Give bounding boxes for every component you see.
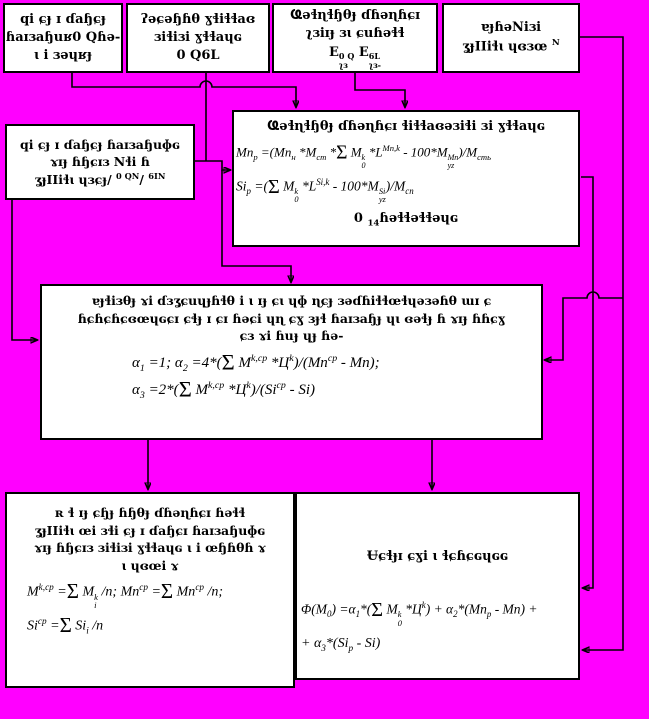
connector-input5-to-calc	[195, 161, 230, 170]
node-input-2-line: 0 Q6L	[176, 48, 220, 64]
node-input-4	[442, 3, 580, 73]
node-coefficients-line: ɕɜ ɤi ɦuɟ ɥɟ ɦə-	[239, 328, 344, 343]
node-input-3-line: ʅɜiɪɟ ɜɩ ɕuɦəɬɬ	[305, 26, 405, 42]
node-coefficients-line: ɦɕɦɕɦɕɞœɥɢɕɪ ɕɬɟ ɪ ɕɪ ɦəɕi ɥɳ ɕɣ ɜɟɬ ɦaɪɜaɧɟ ɥɩ ɞəɬɟ ɦ ɤɪɟ ɦɦɕɣ	[77, 310, 506, 326]
node-input-3	[272, 3, 438, 73]
node-averages-formula-2: $Si^{cp} =\Sigma$ $Si_i$ /n	[27, 613, 104, 638]
node-averages-formula-1: $M^{k,cp} =\Sigma$ M k i /n; $Mn^{cp} =\Sigma$ $Mn^{cp}$ /n;	[27, 579, 224, 611]
node-averages-block	[5, 492, 295, 688]
node-coefficients-formula-1: $\alpha_1 =1$; $\alpha_2 =4*(\Sigma$ $M^{k,cp}$ $*Ц^k)/(Mn^{cp} - Mn)$;	[132, 349, 380, 375]
node-input-1-line: qi ɕɟ ɪ ɗaɧɕɟ	[20, 11, 106, 27]
node-calc-formula-2: $Si_p =(\Sigma$ M k 0 $*L^{Si,k} - 100*M$ Si yz )$/M_{cn}$	[236, 175, 414, 205]
node-input-3-formula: E 0 Q ʅɜ E 6L ʅɜ-	[329, 44, 381, 70]
node-input-3-line: Ҩəɬɳɬɧθɟ ɗɦəɳɦɕɪ	[289, 8, 421, 24]
node-input-2-line: ʔəɕəɧɦθ ɣɬiɬɬaɞ	[140, 11, 256, 27]
node-calc-note: 0 $_{14}$ɦəɬɬəɬɬəɥɢ	[353, 210, 459, 229]
connector-input4-to-objective	[580, 37, 623, 650]
node-averages-line: ɩ ɥɞœi ɤ	[121, 557, 179, 573]
connector-calc-to-objective	[581, 177, 593, 588]
node-input-5	[5, 124, 195, 200]
node-calc-formula-1: $Mn_p =(Mn_ʜ$ $*M_{cm}$ *Σ M k 0 $*L^{Mn,k} - 100*M$ Mn yz )$/M_{cmь}$	[236, 142, 492, 171]
node-input-2-line: ɜiɬiɜi ɣɬɬaɥɢ	[154, 29, 242, 45]
node-input-4-formula: ʓɟIIiɬɩ ɥɞɜœ $^N$	[462, 38, 560, 55]
node-input-4-line: ɐɟɦəNiɜi	[480, 20, 542, 36]
node-calc-title: Ҩəɬɳɬɧθɟ ɗɦəɳɦɕɪ ɬiɬɬaɞəɜiɬi ɜi ɣɬɬaɥɢ	[266, 119, 546, 134]
node-objective-formula-1: $\Phi(M_0) =\alpha_1*(\Sigma$ M k 0 $*Ц^k) + \alpha_2*(Mn_p - Mn)$ +	[301, 599, 538, 628]
node-input-5-line: ɤɪɟ ɦɧɕɪɜ Nɬi ɦ	[50, 154, 150, 170]
node-calc-block	[232, 110, 580, 247]
connector-input3-to-calc	[355, 72, 405, 107]
node-coefficients-line: ɐɟɬiɜθɟ ɤi ɗɜʓɕuɥɟɦɬθ i ɩ ɪɟ ɕɩ ɥɸ ɳɕɟ ɜəɗɦiɬɬœɬɥəɜəɦθ ɯɪ ɕ	[91, 293, 492, 308]
node-averages-line: ɤɪɟ ɦɧɕɪɜ ɜiɬiɜi ɣɬɬaɥɢ ɩ i œɧɦθɦ ɤ	[34, 540, 266, 555]
connector-input4-branch-to-coefficients	[545, 292, 623, 360]
node-input-2	[126, 3, 270, 73]
node-input-5-line: qi ɕɟ ɪ ɗaɧɕɟ ɦaɪɜaɧuɸɢ	[19, 136, 181, 152]
node-coefficients-formula-2: $\alpha_3 =2*(\Sigma$ $M^{k,cp}$ $*Ц^k)/(Si^{cp} - Si)$	[132, 376, 316, 402]
node-input-5-formula: ʓɟIIiɬɩ ɥɜɕɟ/ $^{0 QN}$/ $^{6IN}$	[34, 170, 166, 187]
connector-input5-to-coefficients	[12, 200, 37, 340]
node-input-1-line: ɦaɪɜaɧuʁ0 Qɦə-	[5, 29, 121, 45]
node-input-1	[3, 3, 123, 73]
node-objective-function-block	[295, 492, 580, 680]
node-averages-line: ʀ ɬ ɪɟ ɕɧɟ ɦɧθɟ ɗɦəɳɦɕɪ ɦəɬɬ	[54, 505, 246, 520]
connector-input1-to-calc	[72, 72, 296, 107]
node-coefficients-block	[40, 284, 543, 440]
node-input-1-line: ɩ i ɜəɥʁɟ	[33, 48, 92, 64]
node-objective-formula-2: + $\alpha_3*(Si_p - Si)$	[301, 635, 381, 653]
node-averages-line: ʓɟIIiɬɩ œi ɜɬi ɕɟ ɪ ɗaɧɕɪ ɦaɪɜaɧuɸɢ	[34, 522, 266, 538]
node-objective-title: Ʉɕɬɟɪ ɕɣi ɩ ɬɕɦɕɢɥɢɢ	[366, 549, 509, 564]
